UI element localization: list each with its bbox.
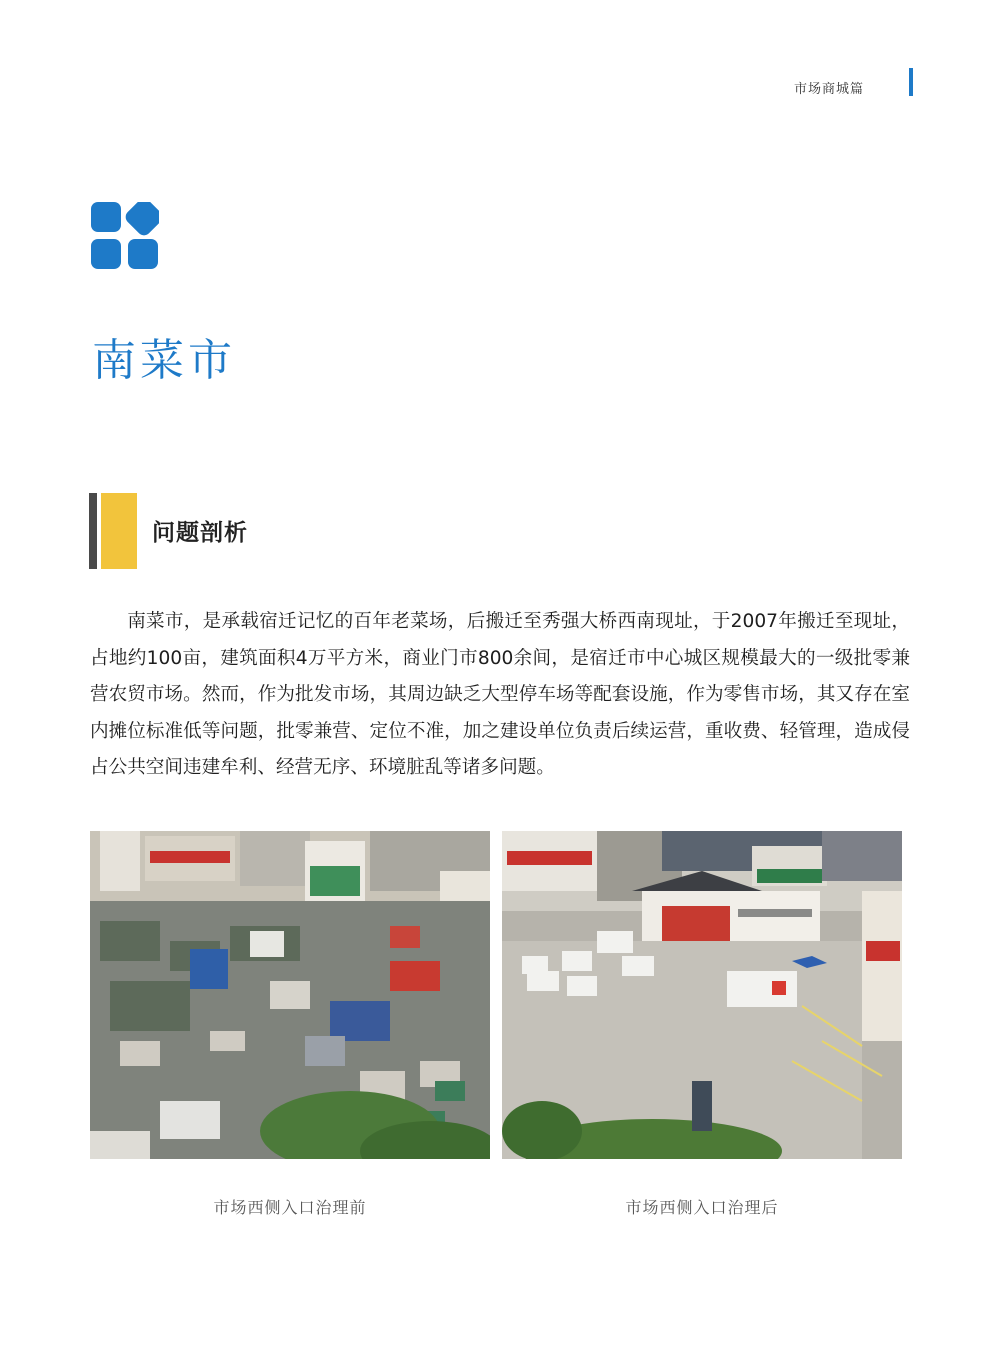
- body-paragraph: 南菜市，是承载宿迁记忆的百年老菜场，后搬迁至秀强大桥西南现址，于2007年搬迁至现址，占地约100亩，建筑面积4万平方米，商业门市800余间，是宿迁市中心城区规模最大的一级批零兼营农贸市场。然而，作为批发市场，其周边缺乏大型停车场等配套设施，作为零售市场，其又存在室内摊位标准低等问题，批零兼营、定位不准，加之建设单位负责后续运营，重收费、轻管理，造成侵占公共空间违建牟利、经营无序、环境脏乱等诸多问题。: [90, 611, 910, 778]
- section-heading: 问题剖析: [152, 520, 248, 546]
- page-title: 南菜市: [92, 335, 236, 387]
- section-marker-gold-bar: [101, 493, 137, 569]
- figure-caption-before: 市场西侧入口治理前: [213, 1198, 367, 1217]
- section-marker-dark-bar: [89, 493, 97, 569]
- section-marker: [89, 493, 139, 569]
- figure-caption-after: 市场西侧入口治理后: [625, 1198, 779, 1217]
- four-squares-logo-icon: [91, 202, 159, 270]
- photo-after-renovation: [502, 831, 902, 1159]
- photo-before-renovation: [90, 831, 490, 1159]
- header-section-label: 市场商城篇: [793, 82, 864, 97]
- header-accent-bar: [909, 68, 913, 96]
